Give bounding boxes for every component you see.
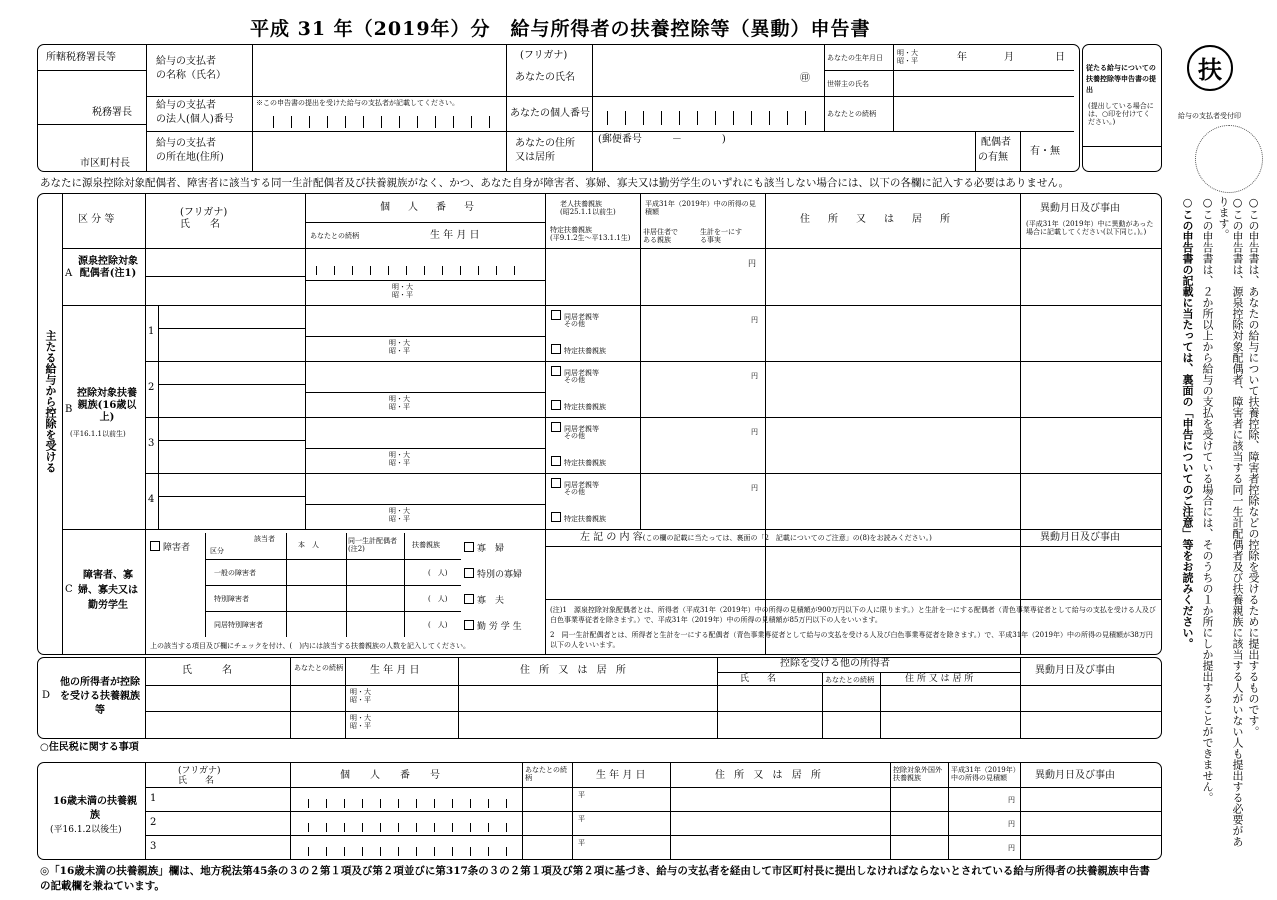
under16-yen: 円 [1008, 820, 1015, 828]
tax-office-head: 所轄税務署長等 [46, 52, 116, 63]
r-col-address: 住 所 又 は 居 所 [715, 770, 824, 781]
opt-elderly-live[interactable]: 同居老親等 [551, 422, 599, 433]
under16-sub: (平16.1.2以後生) [50, 825, 122, 835]
relation-label: あなたとの続柄 [827, 110, 876, 118]
row-d-label: 他の所得者が控除を受ける扶養親族等 [60, 677, 140, 716]
right-note-3: ○この申告書は、２か所以上から給与の支払を受けている場合には、そのうちの１か所にしか提出することができません。 [1201, 196, 1214, 803]
d-col-name: 氏 名 [182, 665, 232, 676]
disabled-table [205, 533, 461, 637]
col-name: (フリガナ) 氏 名 [180, 207, 228, 230]
under16-label: 16歳未満の扶養親族 [53, 796, 137, 821]
payer-address-label: 給与の支払者 [156, 138, 216, 149]
details-title: 左 記 の 内 容(この欄の記載に当たっては、裏面の「2 記載についてのご注意」の(8)をお読みください。) [580, 532, 932, 543]
opt-elderly-live[interactable]: 同居老親等 [551, 366, 599, 377]
disabled-row-label: 一般の障害者 [214, 569, 256, 577]
row-a-mark: A [65, 268, 73, 279]
your-address-label-2: 又は居所 [515, 152, 555, 163]
d-era: 明・大 昭・平 [350, 688, 371, 704]
opt-other[interactable]: その他 [564, 320, 585, 328]
payer-address-field[interactable] [253, 132, 505, 170]
under16-number-field[interactable] [300, 821, 515, 833]
right-note-4: ○この申告書の記載に当たっては、裏面の「申告についてのご注意」等をお読みください。 [1181, 196, 1194, 649]
right-note-2: ○この申告書は、源泉控除対象配偶者、障害者に該当する同一生計配偶者及び扶養親族に該当する人がいない人も提出する必要があります。 [1217, 196, 1244, 847]
row-c-label: 障害者、寡婦、寡夫又は勤労学生 [78, 570, 138, 611]
special-widow-checkbox[interactable]: 特別の寡婦 [464, 568, 522, 581]
r-col-birth: 生 年 月 日 [596, 770, 646, 781]
furigana-label: (フリガナ) [520, 50, 568, 61]
col-address: 住 所 又 は 居 所 [800, 214, 954, 225]
payer-number-label-2: の法人(個人)番号 [156, 114, 234, 125]
birth-month-label: 月 [1004, 52, 1014, 63]
under16-era: 平 [578, 815, 585, 823]
widower-checkbox[interactable]: 寡 夫 [464, 594, 504, 607]
col-nonresident: 非居住者である親族 [643, 228, 678, 244]
row-a-yen: 円 [748, 259, 756, 268]
under16-row-index: 2 [150, 817, 157, 828]
category-label: 区分 [210, 547, 224, 555]
d-col-other-earner: 控除を受ける他の所得者 [780, 658, 890, 669]
col-birth: 生 年 月 日 [430, 230, 480, 241]
applicable-label: 該当者 [254, 535, 275, 543]
your-address-field[interactable] [593, 148, 973, 170]
form-title: 平成 31 年（2019年）分 給与所得者の扶養控除等（異動）申告書 [250, 18, 871, 40]
d-col-change: 異動月日及び事由 [1035, 665, 1115, 676]
main-side-label: 主たる給与から控除を受ける [44, 330, 57, 473]
disabled-row-label: 同居特別障害者 [214, 621, 263, 629]
secondary-payer-note: (提出している場合には、○印を付けてください。) [1088, 102, 1154, 126]
yen-label: 円 [751, 372, 758, 380]
d-col-relation: あなたとの続柄 [294, 664, 343, 672]
birth-era: 明・大 昭・平 [897, 49, 918, 65]
birth-date-label: あなたの生年月日 [827, 54, 883, 62]
notice-text: あなたに源泉控除対象配偶者、障害者に該当する同一生計配偶者及び扶養親族がなく、かつ、あなた自身が障害者、寡婦、寡夫又は勤労学生のいずれにも該当しない場合には、以下の各欄に記入する必要はありません。 [40, 177, 1069, 189]
dependent-row [159, 306, 765, 361]
payer-address-label-2: の所在地(住所) [156, 152, 224, 163]
birth-day-label: 日 [1055, 52, 1065, 63]
col-change: 異動月日及び事由 [1040, 203, 1120, 214]
check-note: 上の該当する項目及び欄にチェックを付け、( )内には該当する扶養親族の人数を記入してください。 [150, 642, 470, 650]
r-col-overseas: 控除対象外国外扶養親族 [893, 766, 942, 782]
d-col-other-relation: あなたとの続柄 [825, 676, 874, 684]
payer-number-field[interactable] [253, 108, 505, 130]
under16-row-index: 1 [150, 793, 157, 804]
col-change-note: (平成31年（2019年）中に異動があった場合に記載してください(以下同じ。)。) [1026, 220, 1154, 236]
widow-checkbox[interactable]: 寡 婦 [464, 542, 504, 555]
d-col-other-address: 住 所 又 は 居 所 [905, 674, 974, 684]
opt-elderly-live[interactable]: 同居老親等 [551, 478, 599, 489]
row-b-sub: (平16.1.1以前生) [70, 430, 126, 438]
spouse-yes-no[interactable]: 有・無 [1030, 146, 1060, 157]
under16-row-index: 3 [150, 841, 157, 852]
payer-name-label: 給与の支払者 [156, 56, 216, 67]
opt-other[interactable]: その他 [564, 488, 585, 496]
opt-specific[interactable]: 特定扶養親族 [551, 512, 606, 523]
row-d-mark: D [42, 690, 51, 701]
student-checkbox[interactable]: 勤 労 学 生 [464, 620, 522, 633]
opt-specific[interactable]: 特定扶養親族 [551, 400, 606, 411]
opt-elderly-live[interactable]: 同居老親等 [551, 310, 599, 321]
self-col: 本 人 [298, 541, 319, 549]
row-c-mark: C [65, 584, 73, 595]
dependent-col: 扶養親族 [412, 541, 440, 549]
city-mayor-label: 市区町村長 [80, 158, 130, 169]
col-relation: あなたとの続柄 [310, 232, 359, 240]
r-col-number: 個 人 番 号 [340, 770, 445, 781]
under16-number-field[interactable] [300, 797, 515, 809]
under16-number-field[interactable] [300, 845, 515, 857]
row-b-mark: B [65, 404, 73, 415]
payer-name-label-2: の名称（氏名） [156, 70, 226, 81]
dependent-era: 明・大 昭・平 [389, 339, 410, 355]
opt-specific[interactable]: 特定扶養親族 [551, 344, 606, 355]
r-col-relation: あなたとの続柄 [525, 766, 567, 782]
note-2: 2 同一生計配偶者とは、所得者と生計を一にする配偶者（青色事業専従者として給与の支払を受ける人及び白色事業専従者を除きます。）で、平成31年（2019年）中の所得の見積額が38万円以下の人をいいます。 [550, 631, 1153, 649]
disabled-row-label: 特別障害者 [214, 595, 249, 603]
secondary-payer-label: 従たる給与についての扶養控除等申告書の提出 [1086, 63, 1156, 94]
your-name-field[interactable] [593, 46, 823, 95]
dependent-row [159, 474, 765, 529]
under16-yen: 円 [1008, 796, 1015, 804]
d-col-other-name: 氏 名 [740, 674, 777, 684]
details-field[interactable] [546, 548, 1019, 598]
under16-yen: 円 [1008, 844, 1015, 852]
resident-tax-heading: ○住民税に関する事項 [40, 742, 139, 753]
postal-code-field[interactable]: (郵便番号 － ) [598, 134, 726, 145]
payer-number-note: ※この申告書の提出を受けた給与の支払者が記載してください。 [256, 99, 459, 107]
right-note-1: ○この申告書は、あなたの給与について扶養控除、障害者控除などの控除を受けるために提出するものです。 [1247, 196, 1260, 737]
yen-label: 円 [751, 428, 758, 436]
section-c-change: 異動月日及び事由 [1040, 532, 1120, 543]
your-name-label: あなたの氏名 [515, 72, 575, 83]
dependent-row [159, 418, 765, 473]
your-number-field[interactable] [593, 97, 823, 130]
d-col-address: 住 所 又 は 居 所 [520, 665, 629, 676]
yen-label: 円 [751, 316, 758, 324]
fu-seal-icon: 扶 [1187, 45, 1233, 91]
opt-other[interactable]: その他 [564, 376, 585, 384]
householder-label: 世帯主の氏名 [827, 80, 869, 88]
birth-year-label: 年 [957, 52, 967, 63]
your-number-label: あなたの個人番号 [510, 108, 590, 119]
d-col-birth: 生 年 月 日 [370, 665, 420, 676]
d-era: 明・大 昭・平 [350, 714, 371, 730]
payer-name-field[interactable] [253, 46, 505, 95]
row-a-era: 明・大 昭・平 [392, 283, 413, 299]
col-category: 区 分 等 [78, 214, 115, 225]
r-col-income: 平成31年（2019年）中の所得の見積額 [951, 766, 1017, 782]
row-b-index: 2 [148, 382, 155, 393]
receipt-stamp-label: 給与の支払者受付印 [1178, 112, 1241, 120]
col-elderly: 老人扶養親族 (昭25.1.1以前生) [560, 200, 616, 216]
row-b-index: 4 [148, 494, 155, 505]
spouse-label-2: の有無 [978, 152, 1008, 163]
footer-note: ◎「16歳未満の扶養親族」欄は、地方税法第45条の３の２第１項及び第２項並びに第317条の３の２第１項及び第２項に基づき、給与の支払者を経由して市区町村長に提出しなければならないとされている給与所得者の扶養親族申告書の記載欄を兼ねています。 [40, 865, 1150, 892]
persons-field[interactable]: ( 人) [428, 569, 448, 577]
householder-field[interactable] [894, 71, 1074, 95]
dependent-era: 明・大 昭・平 [389, 395, 410, 411]
note-1: (注)1 源泉控除対象配偶者とは、所得者（平成31年（2019年）中の所得の見積額が900万円以下の人に限ります。）と生計を一にする配偶者（青色事業専従者として給与の支払を受ける人及び白色事業専従者を除きます。）で、平成31年（2019年）中の所得の見積額が85万円以下の人をいいます。 [550, 606, 1156, 624]
opt-specific[interactable]: 特定扶養親族 [551, 456, 606, 467]
col-number: 個 人 番 号 [380, 202, 478, 213]
seal-mark-icon: ㊞ [800, 73, 810, 84]
yen-label: 円 [751, 484, 758, 492]
row-b-index: 1 [148, 326, 155, 337]
col-income: 平成31年（2019年）中の所得の見積額 [645, 200, 756, 216]
dependent-row [159, 362, 765, 417]
row-b-index: 3 [148, 438, 155, 449]
receipt-stamp-circle [1195, 125, 1263, 193]
r-col-change: 異動月日及び事由 [1035, 770, 1115, 781]
col-specific: 特定扶養親族 (平9.1.2生～平13.1.1生) [550, 226, 631, 242]
persons-field[interactable]: ( 人) [428, 621, 448, 629]
disabled-checkbox[interactable]: 障害者 [150, 541, 190, 554]
row-a-number-field[interactable] [306, 254, 544, 278]
under16-era: 平 [578, 839, 585, 847]
same-spouse-col: 同一生計配偶者(注2) [348, 537, 397, 553]
row-a-label: 源泉控除対象配偶者(注1) [78, 256, 138, 279]
row-a-name-field[interactable] [146, 250, 304, 304]
your-address-label: あなたの住所 [515, 138, 575, 149]
dependent-era: 明・大 昭・平 [389, 507, 410, 523]
persons-field[interactable]: ( 人) [428, 595, 448, 603]
row-b-label: 控除対象扶養親族(16歳以上) [77, 388, 137, 423]
dependent-era: 明・大 昭・平 [389, 451, 410, 467]
tax-office-label: 税務署長 [92, 107, 132, 118]
r-col-name: (フリガナ) 氏 名 [178, 766, 221, 786]
payer-number-label: 給与の支払者 [156, 100, 216, 111]
under16-era: 平 [578, 791, 585, 799]
opt-other[interactable]: その他 [564, 432, 585, 440]
col-livelihood: 生計を一にする事実 [700, 228, 742, 244]
spouse-label: 配偶者 [981, 137, 1011, 148]
relation-field[interactable] [894, 97, 1074, 130]
